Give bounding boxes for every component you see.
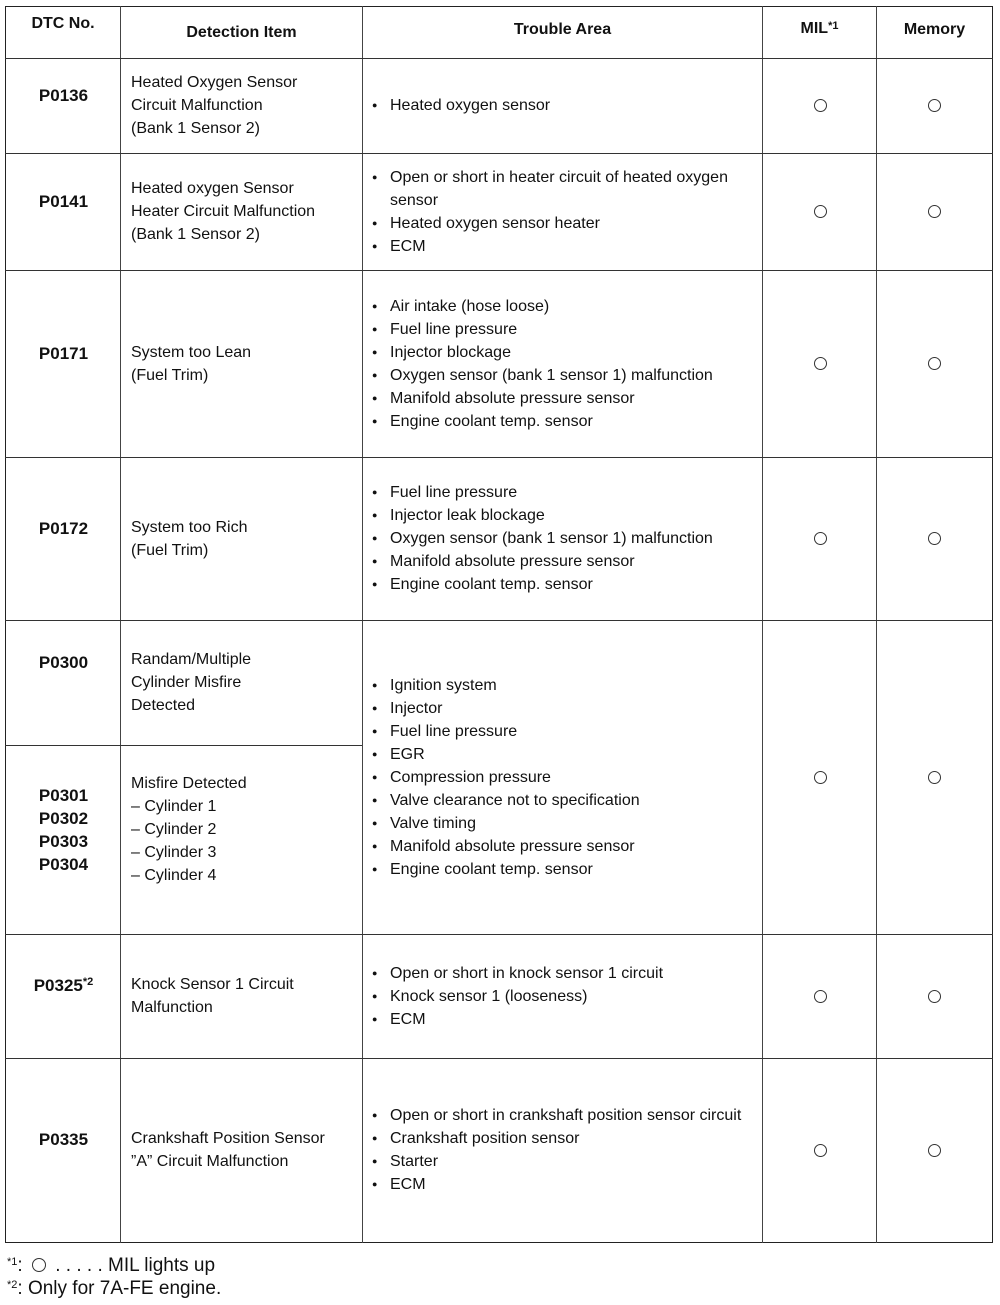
detection-item bbox=[121, 1058, 363, 1242]
mil-circle-icon bbox=[814, 532, 827, 545]
dtc-code bbox=[6, 934, 121, 1058]
detection-line: – Cylinder 2 bbox=[131, 821, 217, 838]
trouble-area bbox=[363, 270, 763, 457]
header-mil-note: *1 bbox=[828, 20, 839, 32]
detection-line: – Cylinder 3 bbox=[131, 844, 217, 861]
trouble-list bbox=[371, 962, 663, 1031]
trouble-item: ● Starter bbox=[371, 1150, 741, 1173]
mil-circle-icon bbox=[814, 205, 827, 218]
header-dtc-no: DTC No. bbox=[31, 15, 95, 32]
detection-item bbox=[121, 58, 363, 153]
detection-line: Misfire Detected bbox=[131, 775, 247, 792]
detection-line: Heated oxygen Sensor bbox=[131, 180, 294, 197]
trouble-list bbox=[371, 1104, 741, 1196]
memory-cell bbox=[877, 934, 992, 1058]
detection-item bbox=[121, 153, 363, 270]
trouble-item: ● Injector blockage bbox=[371, 341, 713, 364]
detection-item bbox=[121, 620, 363, 745]
mil-circle-icon bbox=[814, 1144, 827, 1157]
trouble-list bbox=[371, 295, 713, 433]
detection-line: (Fuel Trim) bbox=[131, 541, 209, 559]
dtc-code-line bbox=[39, 342, 88, 365]
memory-cell bbox=[877, 270, 992, 457]
trouble-item: ● Oxygen sensor (bank 1 sensor 1) malfunction bbox=[371, 364, 713, 387]
trouble-item: ● ECM bbox=[371, 1008, 663, 1031]
dtc-code-line bbox=[34, 974, 94, 997]
trouble-list bbox=[371, 481, 713, 596]
dtc-code bbox=[6, 58, 121, 153]
trouble-item: ● Injector leak blockage bbox=[371, 504, 713, 527]
trouble-item: ● Crankshaft position sensor bbox=[371, 1127, 741, 1150]
memory-circle-icon bbox=[928, 532, 941, 545]
header-mil bbox=[763, 7, 876, 51]
mil-circle-icon bbox=[814, 357, 827, 370]
trouble-item: ● Open or short in crankshaft position sensor circuit bbox=[371, 1104, 741, 1127]
detection-line: (Bank 1 Sensor 2) bbox=[131, 120, 260, 137]
trouble-area bbox=[363, 1058, 763, 1242]
detection-line: Detected bbox=[131, 697, 196, 714]
detection-line: Heater Circuit Malfunction bbox=[131, 203, 316, 220]
trouble-item: ● ECM bbox=[371, 235, 763, 258]
detection-line: – Cylinder 1 bbox=[131, 798, 217, 815]
footnote-2 bbox=[7, 1277, 221, 1300]
trouble-item: ● Heated oxygen sensor heater bbox=[371, 212, 763, 235]
detection-line: Crankshaft Position Sensor bbox=[131, 1130, 325, 1147]
memory-cell bbox=[877, 1058, 992, 1242]
trouble-item: ● Manifold absolute pressure sensor bbox=[371, 387, 713, 410]
trouble-item: ● Engine coolant temp. sensor bbox=[371, 573, 713, 596]
trouble-item: ● Injector bbox=[371, 697, 640, 720]
trouble-item: ● Open or short in knock sensor 1 circuit bbox=[371, 962, 663, 985]
detection-line: (Bank 1 Sensor 2) bbox=[131, 226, 260, 243]
memory-circle-icon bbox=[928, 205, 941, 218]
detection-line: System too Lean bbox=[131, 343, 252, 361]
memory-cell bbox=[877, 58, 992, 153]
detection-item bbox=[121, 270, 363, 457]
detection-line: (Fuel Trim) bbox=[131, 366, 209, 384]
dtc-code-line bbox=[39, 517, 88, 540]
trouble-item: ● EGR bbox=[371, 743, 640, 766]
memory-cell bbox=[877, 153, 992, 270]
trouble-item: ● Oxygen sensor (bank 1 sensor 1) malfunction bbox=[371, 527, 713, 550]
memory-circle-icon bbox=[928, 357, 941, 370]
detection-line: – Cylinder 4 bbox=[131, 867, 217, 884]
dtc-code bbox=[6, 620, 121, 705]
dtc-code bbox=[6, 755, 121, 904]
detection-item bbox=[121, 755, 363, 904]
trouble-item: ● Fuel line pressure bbox=[371, 318, 713, 341]
footnote-2-text: : Only for 7A-FE engine. bbox=[17, 1278, 222, 1299]
mil-circle-icon bbox=[814, 990, 827, 1003]
detection-line: Heated Oxygen Sensor bbox=[131, 74, 298, 91]
trouble-list bbox=[371, 166, 763, 258]
dtc-code-text: P0172 bbox=[38, 519, 89, 538]
dtc-code-text: P0335 bbox=[38, 1130, 89, 1149]
trouble-item: ● Heated oxygen sensor bbox=[371, 94, 550, 117]
header-detection-item: Detection Item bbox=[186, 23, 297, 41]
dtc-code-line: P0302 bbox=[38, 808, 89, 828]
dtc-code-line: P0300 bbox=[38, 653, 89, 672]
mil-cell bbox=[763, 1058, 877, 1242]
dtc-code-line bbox=[39, 190, 88, 213]
trouble-item: ● Valve timing bbox=[371, 812, 640, 835]
header-trouble-area: Trouble Area bbox=[513, 21, 612, 38]
mil-cell bbox=[763, 153, 877, 270]
trouble-area bbox=[363, 620, 763, 934]
footnote-1 bbox=[7, 1254, 215, 1277]
trouble-item: ● Ignition system bbox=[371, 674, 640, 697]
memory-cell bbox=[877, 457, 992, 620]
footnote-1-mark: *1 bbox=[7, 1256, 18, 1268]
detection-line: ”A” Circuit Malfunction bbox=[131, 1153, 289, 1170]
footnote-2-mark: *2 bbox=[7, 1279, 18, 1291]
detection-item bbox=[121, 934, 363, 1058]
dtc-code-line bbox=[39, 1128, 88, 1151]
memory-circle-icon bbox=[928, 99, 941, 112]
trouble-item: ● Knock sensor 1 (looseness) bbox=[371, 985, 663, 1008]
dtc-code bbox=[6, 457, 121, 620]
footnote-1-colon: : bbox=[17, 1255, 28, 1276]
mil-cell bbox=[763, 620, 877, 934]
mil-cell bbox=[763, 58, 877, 153]
trouble-item: ● Air intake (hose loose) bbox=[371, 295, 713, 318]
trouble-item: ● Valve clearance not to specification bbox=[371, 789, 640, 812]
memory-circle-icon bbox=[928, 990, 941, 1003]
header-mil-label: MIL bbox=[800, 20, 829, 37]
dtc-note: *2 bbox=[82, 976, 94, 988]
trouble-item: ● Open or short in heater circuit of heated oxygen sensor bbox=[371, 166, 763, 212]
detection-line: Knock Sensor 1 Circuit bbox=[131, 976, 294, 993]
detection-line: Randam/Multiple bbox=[131, 651, 252, 668]
trouble-area bbox=[363, 934, 763, 1058]
trouble-list bbox=[371, 94, 550, 117]
subrow-divider bbox=[5, 745, 362, 746]
trouble-item: ● Engine coolant temp. sensor bbox=[371, 858, 640, 881]
memory-cell bbox=[877, 620, 992, 934]
detection-line: System too Rich bbox=[131, 518, 248, 536]
header-memory: Memory bbox=[903, 21, 966, 38]
detection-line: Cylinder Misfire bbox=[131, 674, 242, 691]
mil-cell bbox=[763, 934, 877, 1058]
trouble-item: ● Compression pressure bbox=[371, 766, 640, 789]
trouble-area bbox=[363, 58, 763, 153]
trouble-item: ● Manifold absolute pressure sensor bbox=[371, 835, 640, 858]
trouble-list bbox=[371, 674, 640, 881]
trouble-area bbox=[363, 457, 763, 620]
dtc-code-line: P0303 bbox=[38, 831, 89, 851]
dtc-code-text: P0325 bbox=[33, 976, 83, 995]
mil-circle-icon bbox=[814, 771, 827, 784]
mil-circle-icon bbox=[814, 99, 827, 112]
mil-cell bbox=[763, 457, 877, 620]
memory-circle-icon bbox=[928, 1144, 941, 1157]
dtc-code bbox=[6, 270, 121, 457]
dtc-code-text: P0171 bbox=[38, 344, 89, 363]
dtc-code bbox=[6, 1058, 121, 1242]
trouble-item: ● ECM bbox=[371, 1173, 741, 1196]
dtc-code-line: P0304 bbox=[38, 854, 89, 874]
detection-item bbox=[121, 457, 363, 620]
trouble-item: ● Fuel line pressure bbox=[371, 720, 640, 743]
trouble-item: ● Manifold absolute pressure sensor bbox=[371, 550, 713, 573]
dtc-code bbox=[6, 153, 121, 270]
memory-circle-icon bbox=[928, 771, 941, 784]
dtc-code-text: P0136 bbox=[38, 86, 89, 105]
footnote-1-text: . . . . . MIL lights up bbox=[49, 1255, 216, 1276]
dtc-code-text: P0141 bbox=[38, 192, 89, 211]
dtc-code-line: P0301 bbox=[38, 785, 89, 805]
detection-line: Circuit Malfunction bbox=[131, 97, 263, 114]
circle-icon bbox=[32, 1258, 46, 1272]
detection-line: Malfunction bbox=[131, 999, 213, 1016]
trouble-item: ● Engine coolant temp. sensor bbox=[371, 410, 713, 433]
trouble-item: ● Fuel line pressure bbox=[371, 481, 713, 504]
trouble-area bbox=[363, 153, 763, 270]
mil-cell bbox=[763, 270, 877, 457]
dtc-code-line bbox=[39, 84, 88, 107]
